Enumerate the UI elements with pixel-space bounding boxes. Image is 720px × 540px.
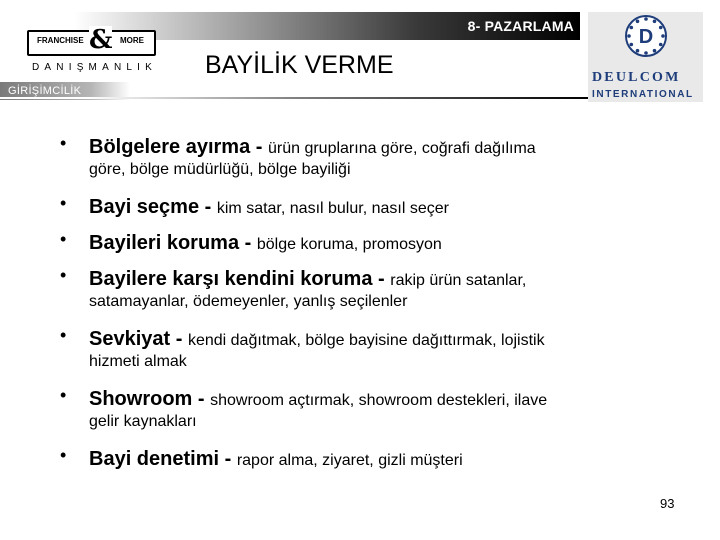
franchise-more-logo [27,26,157,80]
item-heading: Bayi denetimi - [89,448,237,470]
list-item [60,132,700,181]
bullet-dot-icon: • [60,325,67,345]
subheading-label: GİRİŞİMCİLİK [8,85,82,97]
item-text-continued: göre, bölge müdürlüğü, bölge bayiliği [89,161,351,178]
deulcom-subname: INTERNATIONAL [592,89,694,100]
item-heading: Bayilere karşı kendini koruma - [89,268,391,290]
logo-subtext: DANIŞMANLIK [32,62,157,73]
bullet-dot-icon: • [60,229,67,249]
list-item [60,192,700,224]
bullet-list [60,132,700,480]
page-number: 93 [660,496,675,511]
bullet-dot-icon: • [60,193,67,213]
item-text: kim satar, nasıl bulur, nasıl seçer [216,200,449,217]
item-heading: Sevkiyat - [89,328,188,350]
deulcom-name: DEULCOM [592,70,681,85]
item-text-continued: satamayanlar, ödemeyenler, yanlış seçilenler [89,293,408,310]
item-heading: Bayi seçme - [89,196,217,218]
list-item [60,264,700,313]
logo-right-word: MORE [120,36,144,45]
list-item [60,228,700,260]
item-heading: Bölgelere ayırma - [89,136,268,158]
page-title: BAYİLİK VERME [205,51,394,79]
item-text: ürün gruplarına göre, coğrafi dağılıma [267,140,536,157]
deulcom-letter: D [638,26,654,48]
logo-left-word: FRANCHISE [37,36,84,45]
bullet-dot-icon: • [60,133,67,153]
item-text: showroom açtırmak, showroom destekleri, ilave [210,392,548,409]
item-text: kendi dağıtmak, bölge bayisine dağıttırmak, lojistik [187,332,545,349]
deulcom-logo [588,12,703,102]
logo-ampersand: & [89,25,113,55]
item-text: rakip ürün satanlar, [390,272,527,289]
bullet-dot-icon: • [60,445,67,465]
item-text-continued: hizmeti almak [89,353,187,370]
bullet-dot-icon: • [60,385,67,405]
header-divider [0,97,590,99]
item-text: bölge koruma, promosyon [256,236,442,253]
item-text-continued: gelir kaynakları [89,413,197,430]
item-heading: Showroom - [89,388,211,410]
deulcom-star-icon [624,14,668,58]
list-item [60,444,700,476]
list-item [60,324,700,373]
item-text: rapor alma, ziyaret, gizli müşteri [236,452,463,469]
bullet-dot-icon: • [60,265,67,285]
section-label: 8- PAZARLAMA [467,18,574,34]
list-item [60,384,700,433]
item-heading: Bayileri koruma - [89,232,257,254]
